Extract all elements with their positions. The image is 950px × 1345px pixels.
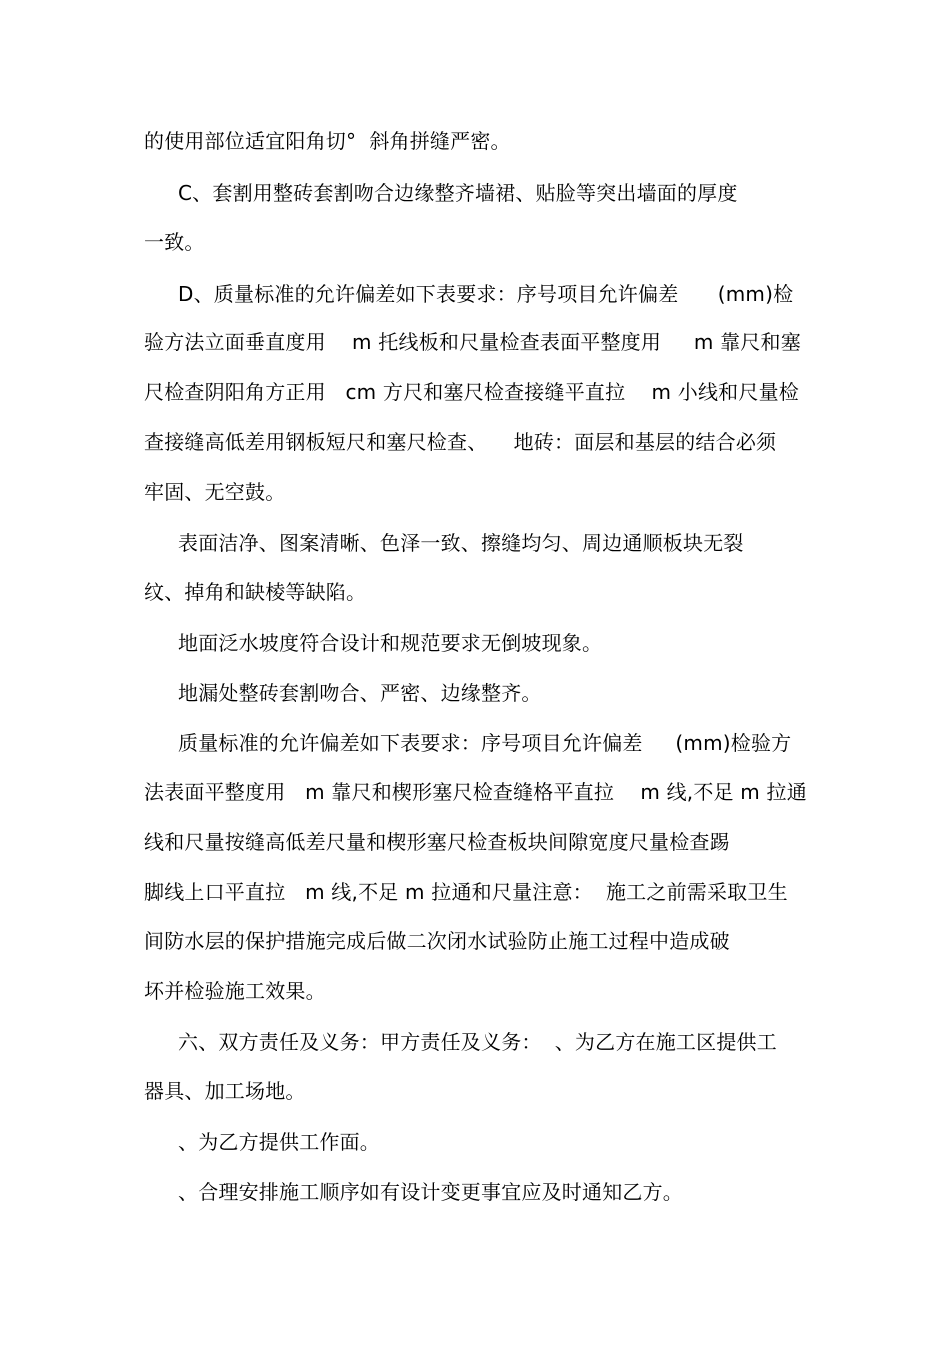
text-line-22: 、合理安排施工顺序如有设计变更事宜应及时通知乙方。: [178, 1180, 683, 1204]
text-line-3: 一致。: [144, 230, 205, 254]
text-line-9: 表面洁净、图案清晰、色泽一致、擦缝均匀、周边通顺板块无裂: [178, 531, 744, 555]
text-line-8: 牢固、无空鼓。: [144, 480, 286, 504]
text-line-11: 地面泛水坡度符合设计和规范要求无倒坡现象。: [178, 631, 603, 655]
text-line-19: 六、双方责任及义务：甲方责任及义务： 、为乙方在施工区提供工: [178, 1030, 777, 1054]
text-line-5: 验方法立面垂直度用 m 托线板和尺量检查表面平整度用 m 靠尺和塞: [144, 330, 801, 354]
text-line-14: 法表面平整度用 m 靠尺和楔形塞尺检查缝格平直拉 m 线,不足 m 拉通: [144, 780, 807, 804]
text-line-17: 间防水层的保护措施完成后做二次闭水试验防止施工过程中造成破: [144, 929, 730, 953]
text-line-12: 地漏处整砖套割吻合、严密、边缘整齐。: [178, 681, 542, 705]
text-line-20: 器具、加工场地。: [144, 1079, 306, 1103]
text-line-2: C、套割用整砖套割吻合边缘整齐墙裙、贴脸等突出墙面的厚度: [178, 181, 738, 205]
text-line-6: 尺检查阴阳角方正用 cm 方尺和塞尺检查接缝平直拉 m 小线和尺量检: [144, 380, 799, 404]
text-line-21: 、为乙方提供工作面。: [178, 1130, 380, 1154]
text-line-13: 质量标准的允许偏差如下表要求：序号项目允许偏差 (mm)检验方: [178, 731, 792, 755]
text-line-16: 脚线上口平直拉 m 线,不足 m 拉通和尺量注意： 施工之前需采取卫生: [144, 880, 788, 904]
text-line-1: 的使用部位适宜阳角切° 斜角拼缝严密。: [144, 129, 511, 153]
text-line-4: D、质量标准的允许偏差如下表要求：序号项目允许偏差 (mm)检: [178, 282, 794, 306]
text-line-7: 查接缝高低差用钢板短尺和塞尺检查、 地砖：面层和基层的结合必须: [144, 430, 777, 454]
text-line-10: 纹、掉角和缺棱等缺陷。: [144, 580, 367, 604]
text-line-18: 坏并检验施工效果。: [144, 979, 326, 1003]
text-line-15: 线和尺量按缝高低差尺量和楔形塞尺检查板块间隙宽度尺量检查踢: [144, 830, 730, 854]
